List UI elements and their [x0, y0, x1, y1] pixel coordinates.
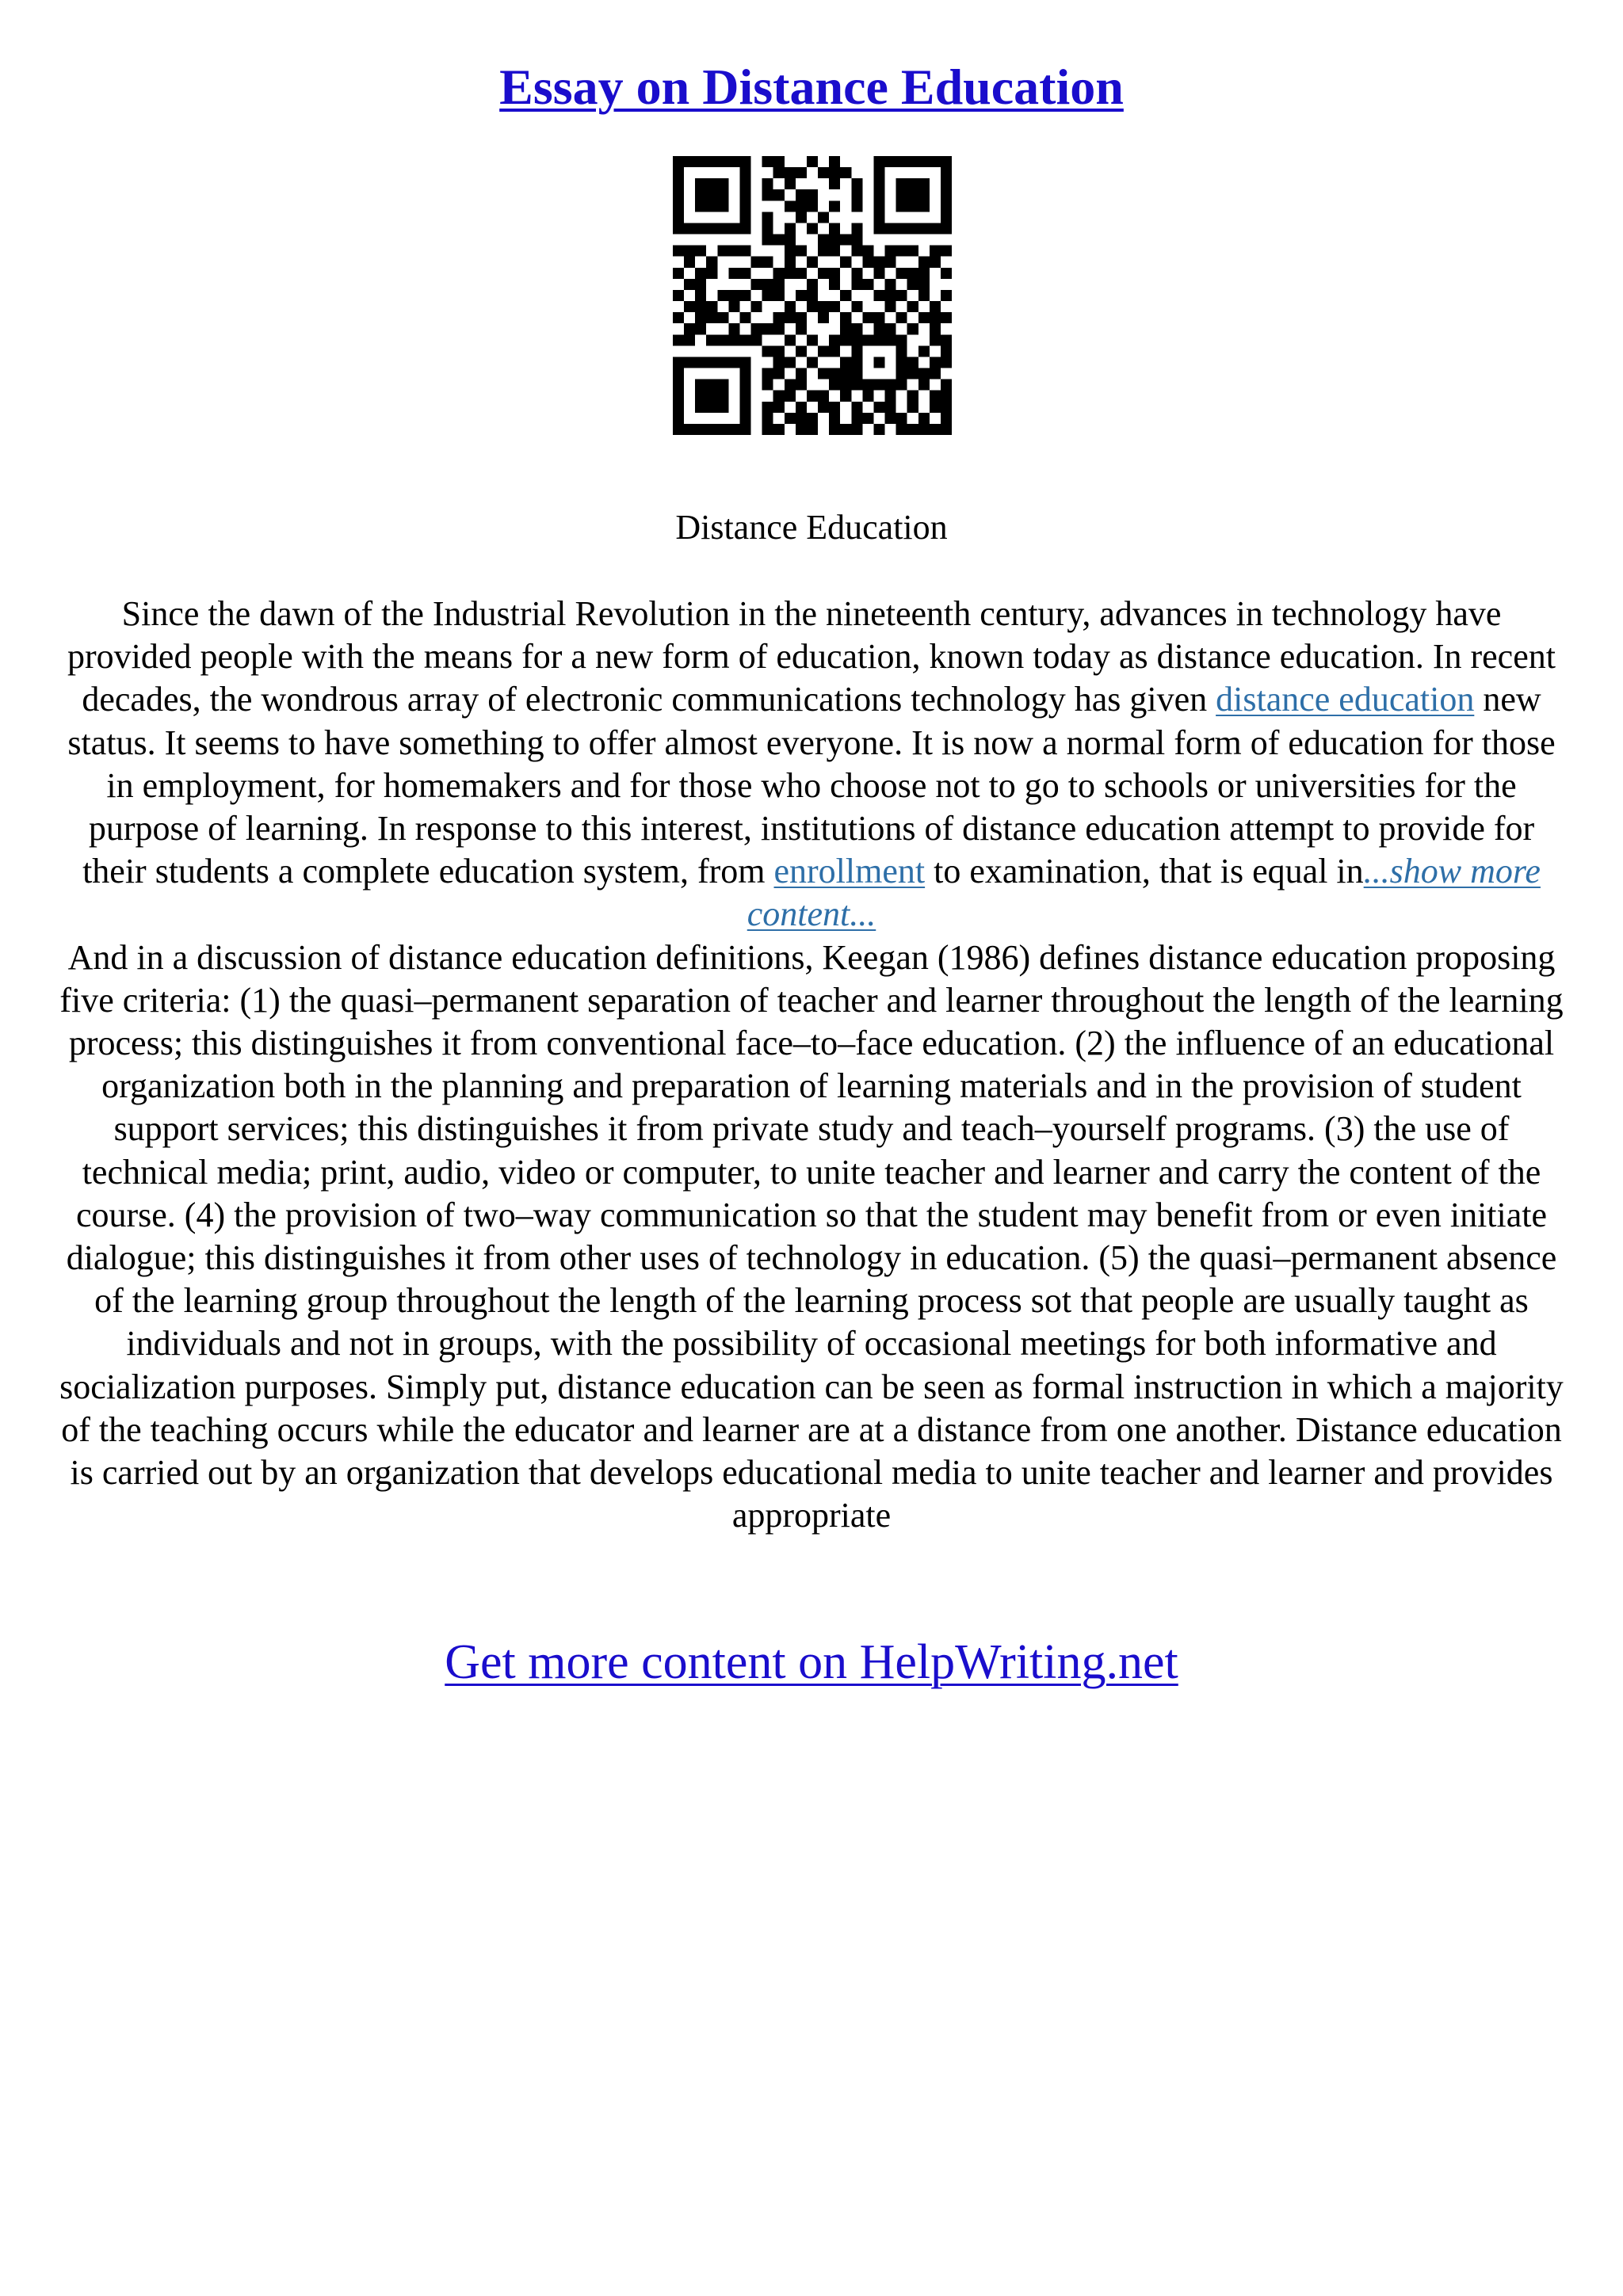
qr-code-modules [673, 156, 952, 435]
paragraph-1 [55, 593, 1568, 936]
paragraph-1-text-a: Since the dawn of the Industrial Revolution in the nineteenth century, advances in technology have provided people with the means for a new form of education, known today as distance education. In recent decades, the wondrous array of electronic communications technology has given [67, 594, 1556, 719]
title-heading [0, 55, 1623, 119]
show-more-link[interactable]: ...show more content... [747, 852, 1541, 934]
qr-code-icon [673, 156, 952, 435]
paragraph-2: And in a discussion of distance education definitions, Keegan (1986) defines distance education proposing five criteria: (1) the quasi–permanent separation of teacher and learner throughout the length of the learning process; this distinguishes it from conventional face–to–face education. (2) the influence of an educational organization both in the planning and preparation of learning materials and in the provision of student support services; this distinguishes it from private study and teach–yourself programs. (3) the use of technical media; print, audio, video or computer, to unite teacher and learner and carry the content of the course. (4) the provision of two–way communication so that the student may benefit from or even initiate dialogue; this distinguishes it from other uses of technology in education. (5) the quasi–permanent absence of the learning group throughout the length of the learning process sot that people are usually taught as individuals and not in groups, with the possibility of occasional meetings for both informative and socialization purposes. Simply put, distance education can be seen as formal instruction in which a majority of the teaching occurs while the educator and learner are at a distance from one another. Distance education is carried out by an organization that develops educational media to unite teacher and learner and provides appropriate [59, 937, 1564, 1535]
distance-education-link[interactable]: distance education [1216, 680, 1475, 719]
paragraph-1-text-b: new status. It seems to have something to offer almost everyone. It is now a normal form of education for those in employment, for homemakers and for those who choose not to go to schools or universities for the purpose of learning. In response to this interest, institutions of distance education attempt to provide for their students a complete education system, from [67, 680, 1556, 891]
helpwriting-link[interactable]: Get more content on HelpWriting.net [445, 1635, 1178, 1689]
title-link[interactable]: Essay on Distance Education [499, 59, 1124, 115]
enrollment-link[interactable]: enrollment [773, 852, 926, 891]
paragraph-1-text-c: to examination, that is equal in [925, 852, 1364, 891]
subtitle: Distance Education [675, 508, 948, 547]
essay-body [55, 593, 1568, 1537]
footer [0, 1630, 1623, 1694]
